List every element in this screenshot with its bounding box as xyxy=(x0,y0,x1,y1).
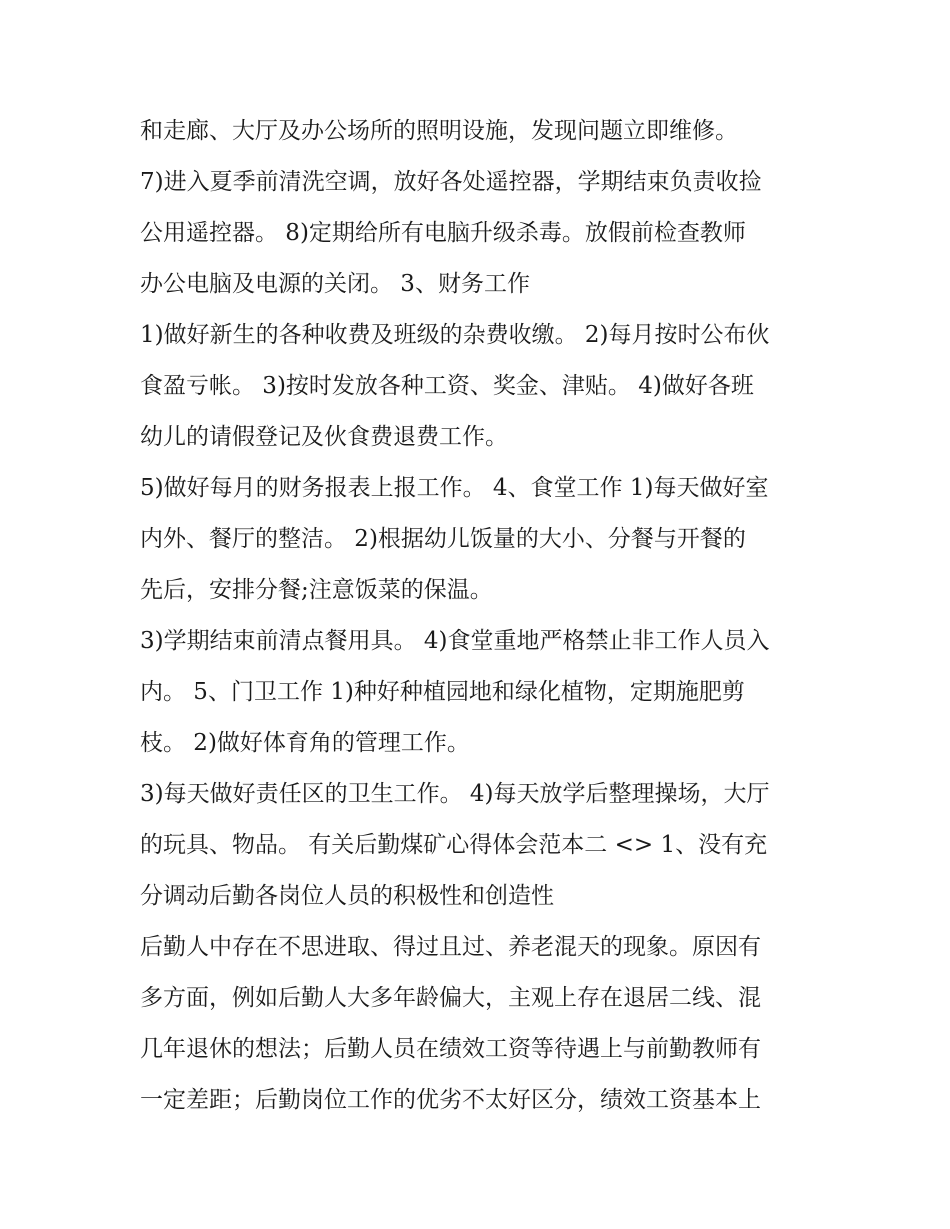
text-line: 1)做好新生的各种收费及班级的杂费收缴。 2)每月按时公布伙 xyxy=(140,322,770,348)
text-line: 多方面，例如后勤人大多年龄偏大，主观上存在退居二线、混 xyxy=(140,985,761,1011)
text-line: 和走廊、大厅及办公场所的照明设施，发现问题立即维修。 xyxy=(140,118,738,144)
text-line: 3)每天做好责任区的卫生工作。 4)每天放学后整理操场，大厅 xyxy=(140,781,770,807)
text-line: 先后，安排分餐;注意饭菜的保温。 xyxy=(140,577,493,603)
text-line: 的玩具、物品。 有关后勤煤矿心得体会范本二 <> 1、没有充 xyxy=(140,832,768,858)
text-line: 5)做好每月的财务报表上报工作。 4、食堂工作 1)每天做好室 xyxy=(140,475,769,501)
text-line: 几年退休的想法；后勤人员在绩效工资等待遇上与前勤教师有 xyxy=(140,1036,761,1062)
text-line: 办公电脑及电源的关闭。 3、财务工作 xyxy=(140,271,530,297)
text-line: 幼儿的请假登记及伙食费退费工作。 xyxy=(140,424,508,450)
text-line: 内。 5、门卫工作 1)种好种植园地和绿化植物，定期施肥剪 xyxy=(140,679,745,705)
text-line: 7)进入夏季前清洗空调，放好各处遥控器，学期结束负责收捡 xyxy=(140,169,762,195)
text-line: 一定差距；后勤岗位工作的优劣不太好区分，绩效工资基本上 xyxy=(140,1087,761,1113)
text-line: 内外、餐厅的整洁。 2)根据幼儿饭量的大小、分餐与开餐的 xyxy=(140,526,746,552)
text-line: 食盈亏帐。 3)按时发放各种工资、奖金、津贴。 4)做好各班 xyxy=(140,373,754,399)
text-line: 分调动后勤各岗位人员的积极性和创造性 xyxy=(140,883,554,909)
text-line: 后勤人中存在不思进取、得过且过、养老混天的现象。原因有 xyxy=(140,934,761,960)
text-line: 3)学期结束前清点餐用具。 4)食堂重地严格禁止非工作人员入 xyxy=(140,628,770,654)
body-text xyxy=(140,106,820,1126)
text-line: 公用遥控器。 8)定期给所有电脑升级杀毒。放假前检查教师 xyxy=(140,220,746,246)
text-line: 枝。 2)做好体育角的管理工作。 xyxy=(140,730,470,756)
